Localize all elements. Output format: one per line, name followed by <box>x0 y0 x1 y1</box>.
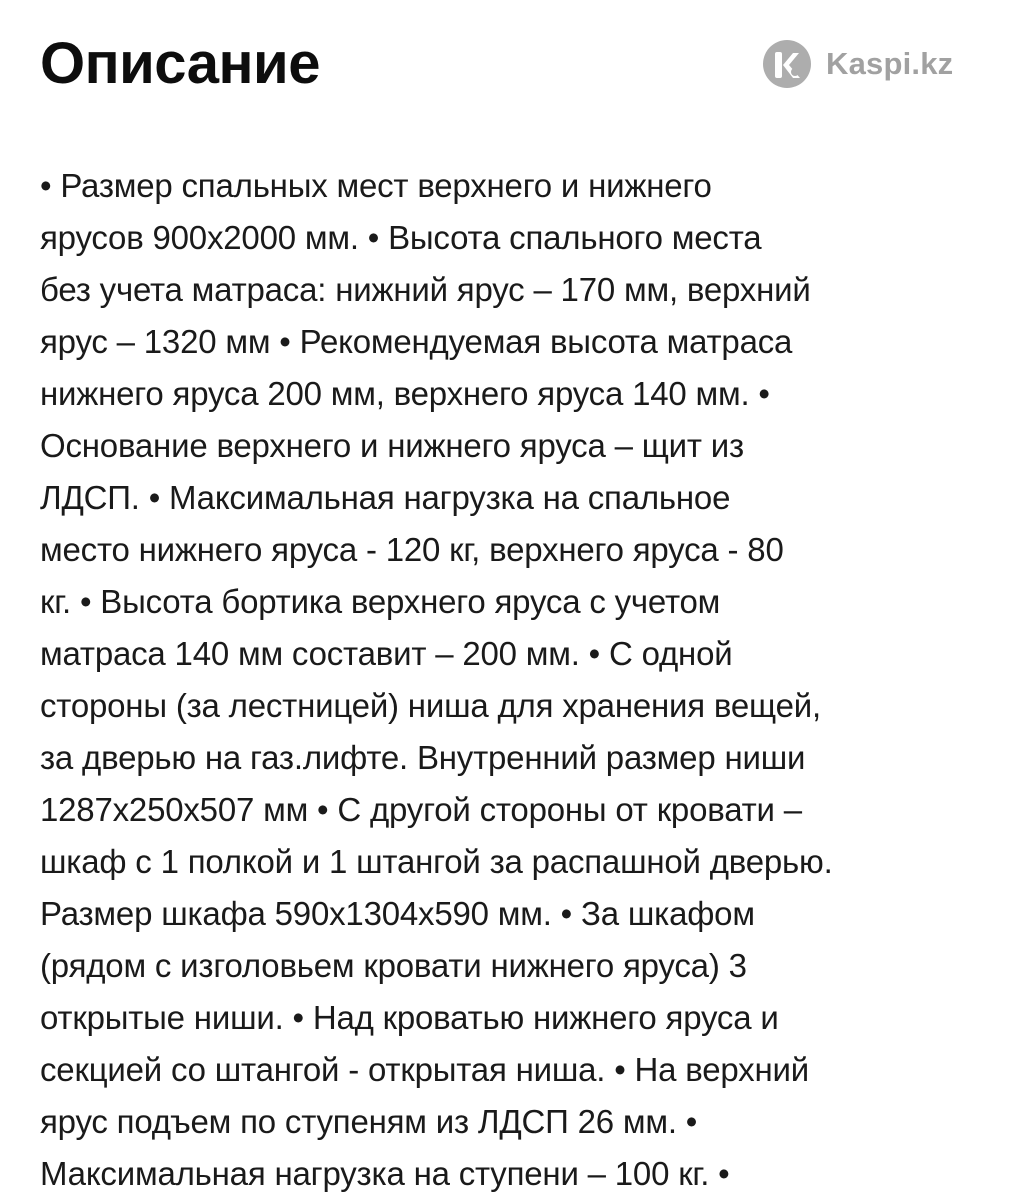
description-line: стороны (за лестницей) ниша для хранения вещей, <box>40 687 821 724</box>
description-line: Размер шкафа 590х1304х590 мм. • За шкафом <box>40 895 755 932</box>
description-line: (рядом с изголовьем кровати нижнего яруса) 3 <box>40 947 747 984</box>
brand-name: Kaspi.kz <box>826 46 954 81</box>
description-line: секцией со штангой - открытая ниша. • На верхний <box>40 1051 809 1088</box>
description-line: без учета матраса: нижний ярус – 170 мм, верхний <box>40 271 811 308</box>
page-title: Описание <box>40 31 320 96</box>
description-line: открытые ниши. • Над кроватью нижнего яруса и <box>40 999 779 1036</box>
brand-watermark <box>762 38 953 90</box>
description-line: кг. • Высота бортика верхнего яруса с учетом <box>40 583 721 620</box>
description-line: ярус подъем по ступеням из ЛДСП 26 мм. • <box>40 1103 698 1140</box>
description-line: • Размер спальных мест верхнего и нижнего <box>40 167 712 204</box>
product-description <box>40 160 970 1200</box>
description-line: 1287х250х507 мм • С другой стороны от кровати – <box>40 791 802 828</box>
description-line: нижнего яруса 200 мм, верхнего яруса 140 мм. • <box>40 375 770 412</box>
description-line: за дверью на газ.лифте. Внутренний размер ниши <box>40 739 806 776</box>
description-line: ЛДСП. • Максимальная нагрузка на спальное <box>40 479 731 516</box>
description-line: место нижнего яруса - 120 кг, верхнего яруса - 80 <box>40 531 784 568</box>
kaspi-logo-icon <box>762 39 812 89</box>
description-line: Максимальная нагрузка на ступени – 100 кг. • <box>40 1155 730 1192</box>
description-line: матраса 140 мм составит – 200 мм. • С одной <box>40 635 733 672</box>
description-line: ярус – 1320 мм • Рекомендуемая высота матраса <box>40 323 793 360</box>
description-line: шкаф с 1 полкой и 1 штангой за распашной дверью. <box>40 843 833 880</box>
description-line: ярусов 900х2000 мм. • Высота спального места <box>40 219 762 256</box>
description-line: Основание верхнего и нижнего яруса – щит из <box>40 427 744 464</box>
